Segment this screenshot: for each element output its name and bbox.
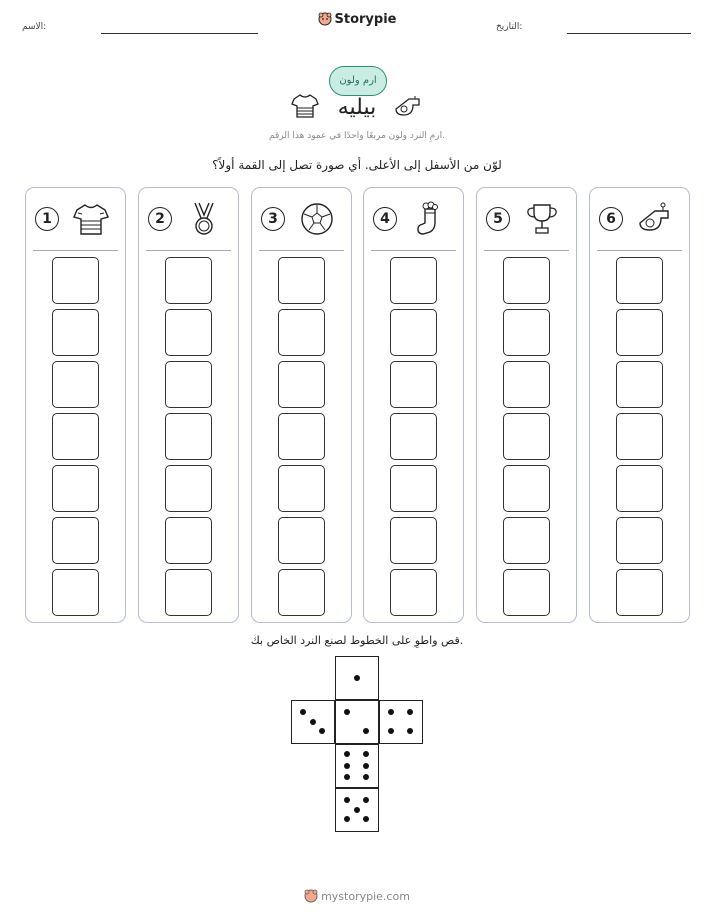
name-line[interactable]: [101, 33, 258, 34]
page-subtitle: ارمِ النرد ولون مربعًا واحدًا في عمود هذا الرقم.: [269, 131, 445, 141]
column-2: [138, 187, 239, 623]
color-box[interactable]: [52, 569, 99, 616]
color-box[interactable]: [165, 465, 212, 512]
dice-pip: [310, 719, 316, 725]
trophy-icon: [524, 201, 560, 237]
color-box[interactable]: [278, 517, 325, 564]
color-box[interactable]: [390, 361, 437, 408]
column-divider: [259, 250, 344, 251]
dice-pip: [300, 709, 306, 715]
dice-pip: [319, 728, 325, 734]
column-divider: [33, 250, 118, 251]
color-box[interactable]: [616, 309, 663, 356]
dice-pip: [363, 751, 369, 757]
dice-face-5: [335, 788, 379, 832]
column-3: [251, 187, 352, 623]
date-label: التاريخ:: [496, 22, 523, 32]
dice-pip: [363, 816, 369, 822]
color-box[interactable]: [503, 361, 550, 408]
dice-face-6: [335, 744, 379, 788]
column-divider: [597, 250, 682, 251]
dice-pip: [354, 807, 360, 813]
color-box[interactable]: [616, 569, 663, 616]
column-number: 6: [599, 207, 623, 231]
column-divider: [146, 250, 231, 251]
color-box[interactable]: [390, 257, 437, 304]
dice-pip: [363, 763, 369, 769]
dice-face-3: [291, 700, 335, 744]
medal-icon: [186, 201, 222, 237]
column-number: 1: [35, 207, 59, 231]
column-divider: [484, 250, 569, 251]
dice-pip: [388, 728, 394, 734]
column-1: [25, 187, 126, 623]
column-5: [476, 187, 577, 623]
color-box[interactable]: [503, 257, 550, 304]
dice-pip: [388, 709, 394, 715]
color-box[interactable]: [390, 309, 437, 356]
color-box[interactable]: [52, 257, 99, 304]
question-text: لوّن من الأسفل إلى الأعلى. أي صورة تصل إلى القمة أولاً؟: [212, 158, 502, 172]
dice-pip: [344, 709, 350, 715]
column-number: 3: [261, 207, 285, 231]
color-box[interactable]: [165, 517, 212, 564]
color-box[interactable]: [52, 309, 99, 356]
column-number: 4: [373, 207, 397, 231]
title-whistle-icon: [393, 91, 423, 123]
storypie-logo-icon: [318, 12, 332, 30]
color-box[interactable]: [278, 361, 325, 408]
color-box[interactable]: [616, 257, 663, 304]
color-box[interactable]: [52, 361, 99, 408]
dice-pip: [407, 728, 413, 734]
footer-url[interactable]: mystorypie.com: [321, 890, 410, 903]
dice-pip: [344, 751, 350, 757]
dice-face-4: [379, 700, 423, 744]
dice-pip: [363, 728, 369, 734]
color-box[interactable]: [390, 465, 437, 512]
color-box[interactable]: [503, 309, 550, 356]
color-box[interactable]: [390, 569, 437, 616]
column-divider: [371, 250, 456, 251]
color-box[interactable]: [278, 465, 325, 512]
column-number: 5: [486, 207, 510, 231]
color-box[interactable]: [278, 569, 325, 616]
color-box[interactable]: [165, 413, 212, 460]
color-box[interactable]: [52, 517, 99, 564]
whistle-icon: [637, 201, 673, 237]
color-box[interactable]: [165, 257, 212, 304]
color-box[interactable]: [503, 569, 550, 616]
shirt-icon: [73, 201, 109, 237]
dice-face-1: [335, 656, 379, 700]
color-box[interactable]: [165, 361, 212, 408]
color-box[interactable]: [616, 361, 663, 408]
date-line[interactable]: [567, 33, 691, 34]
dice-pip: [344, 763, 350, 769]
dice-pip: [344, 797, 350, 803]
color-box[interactable]: [278, 309, 325, 356]
color-box[interactable]: [390, 413, 437, 460]
color-box[interactable]: [390, 517, 437, 564]
dice-instruction: قص واطوِ على الخطوط لصنع النرد الخاص بك.: [250, 634, 464, 647]
dice-pip: [344, 774, 350, 780]
column-number: 2: [148, 207, 172, 231]
dice-pip: [407, 709, 413, 715]
dice-pip: [363, 774, 369, 780]
footer-logo-icon: [304, 889, 318, 906]
color-box[interactable]: [503, 465, 550, 512]
color-box[interactable]: [503, 413, 550, 460]
color-box[interactable]: [52, 413, 99, 460]
dice-pip: [363, 797, 369, 803]
brand: [0, 12, 714, 30]
color-box[interactable]: [616, 413, 663, 460]
column-6: [589, 187, 690, 623]
page-title: بيليه: [337, 95, 377, 120]
dice-face-2: [335, 700, 379, 744]
sock-icon: [411, 201, 447, 237]
footer: [0, 889, 714, 906]
color-box[interactable]: [278, 257, 325, 304]
color-box[interactable]: [52, 465, 99, 512]
color-box[interactable]: [616, 465, 663, 512]
soccer-ball-icon: [299, 201, 335, 237]
name-label: الاسم:: [22, 22, 47, 32]
color-box[interactable]: [503, 517, 550, 564]
color-box[interactable]: [165, 569, 212, 616]
game-badge: ارم ولون: [329, 66, 387, 96]
dice-pip: [344, 816, 350, 822]
dice-pip: [354, 675, 360, 681]
column-4: [363, 187, 464, 623]
color-box[interactable]: [278, 413, 325, 460]
color-box[interactable]: [616, 517, 663, 564]
color-box[interactable]: [165, 309, 212, 356]
brand-name: Storypie: [334, 12, 397, 27]
